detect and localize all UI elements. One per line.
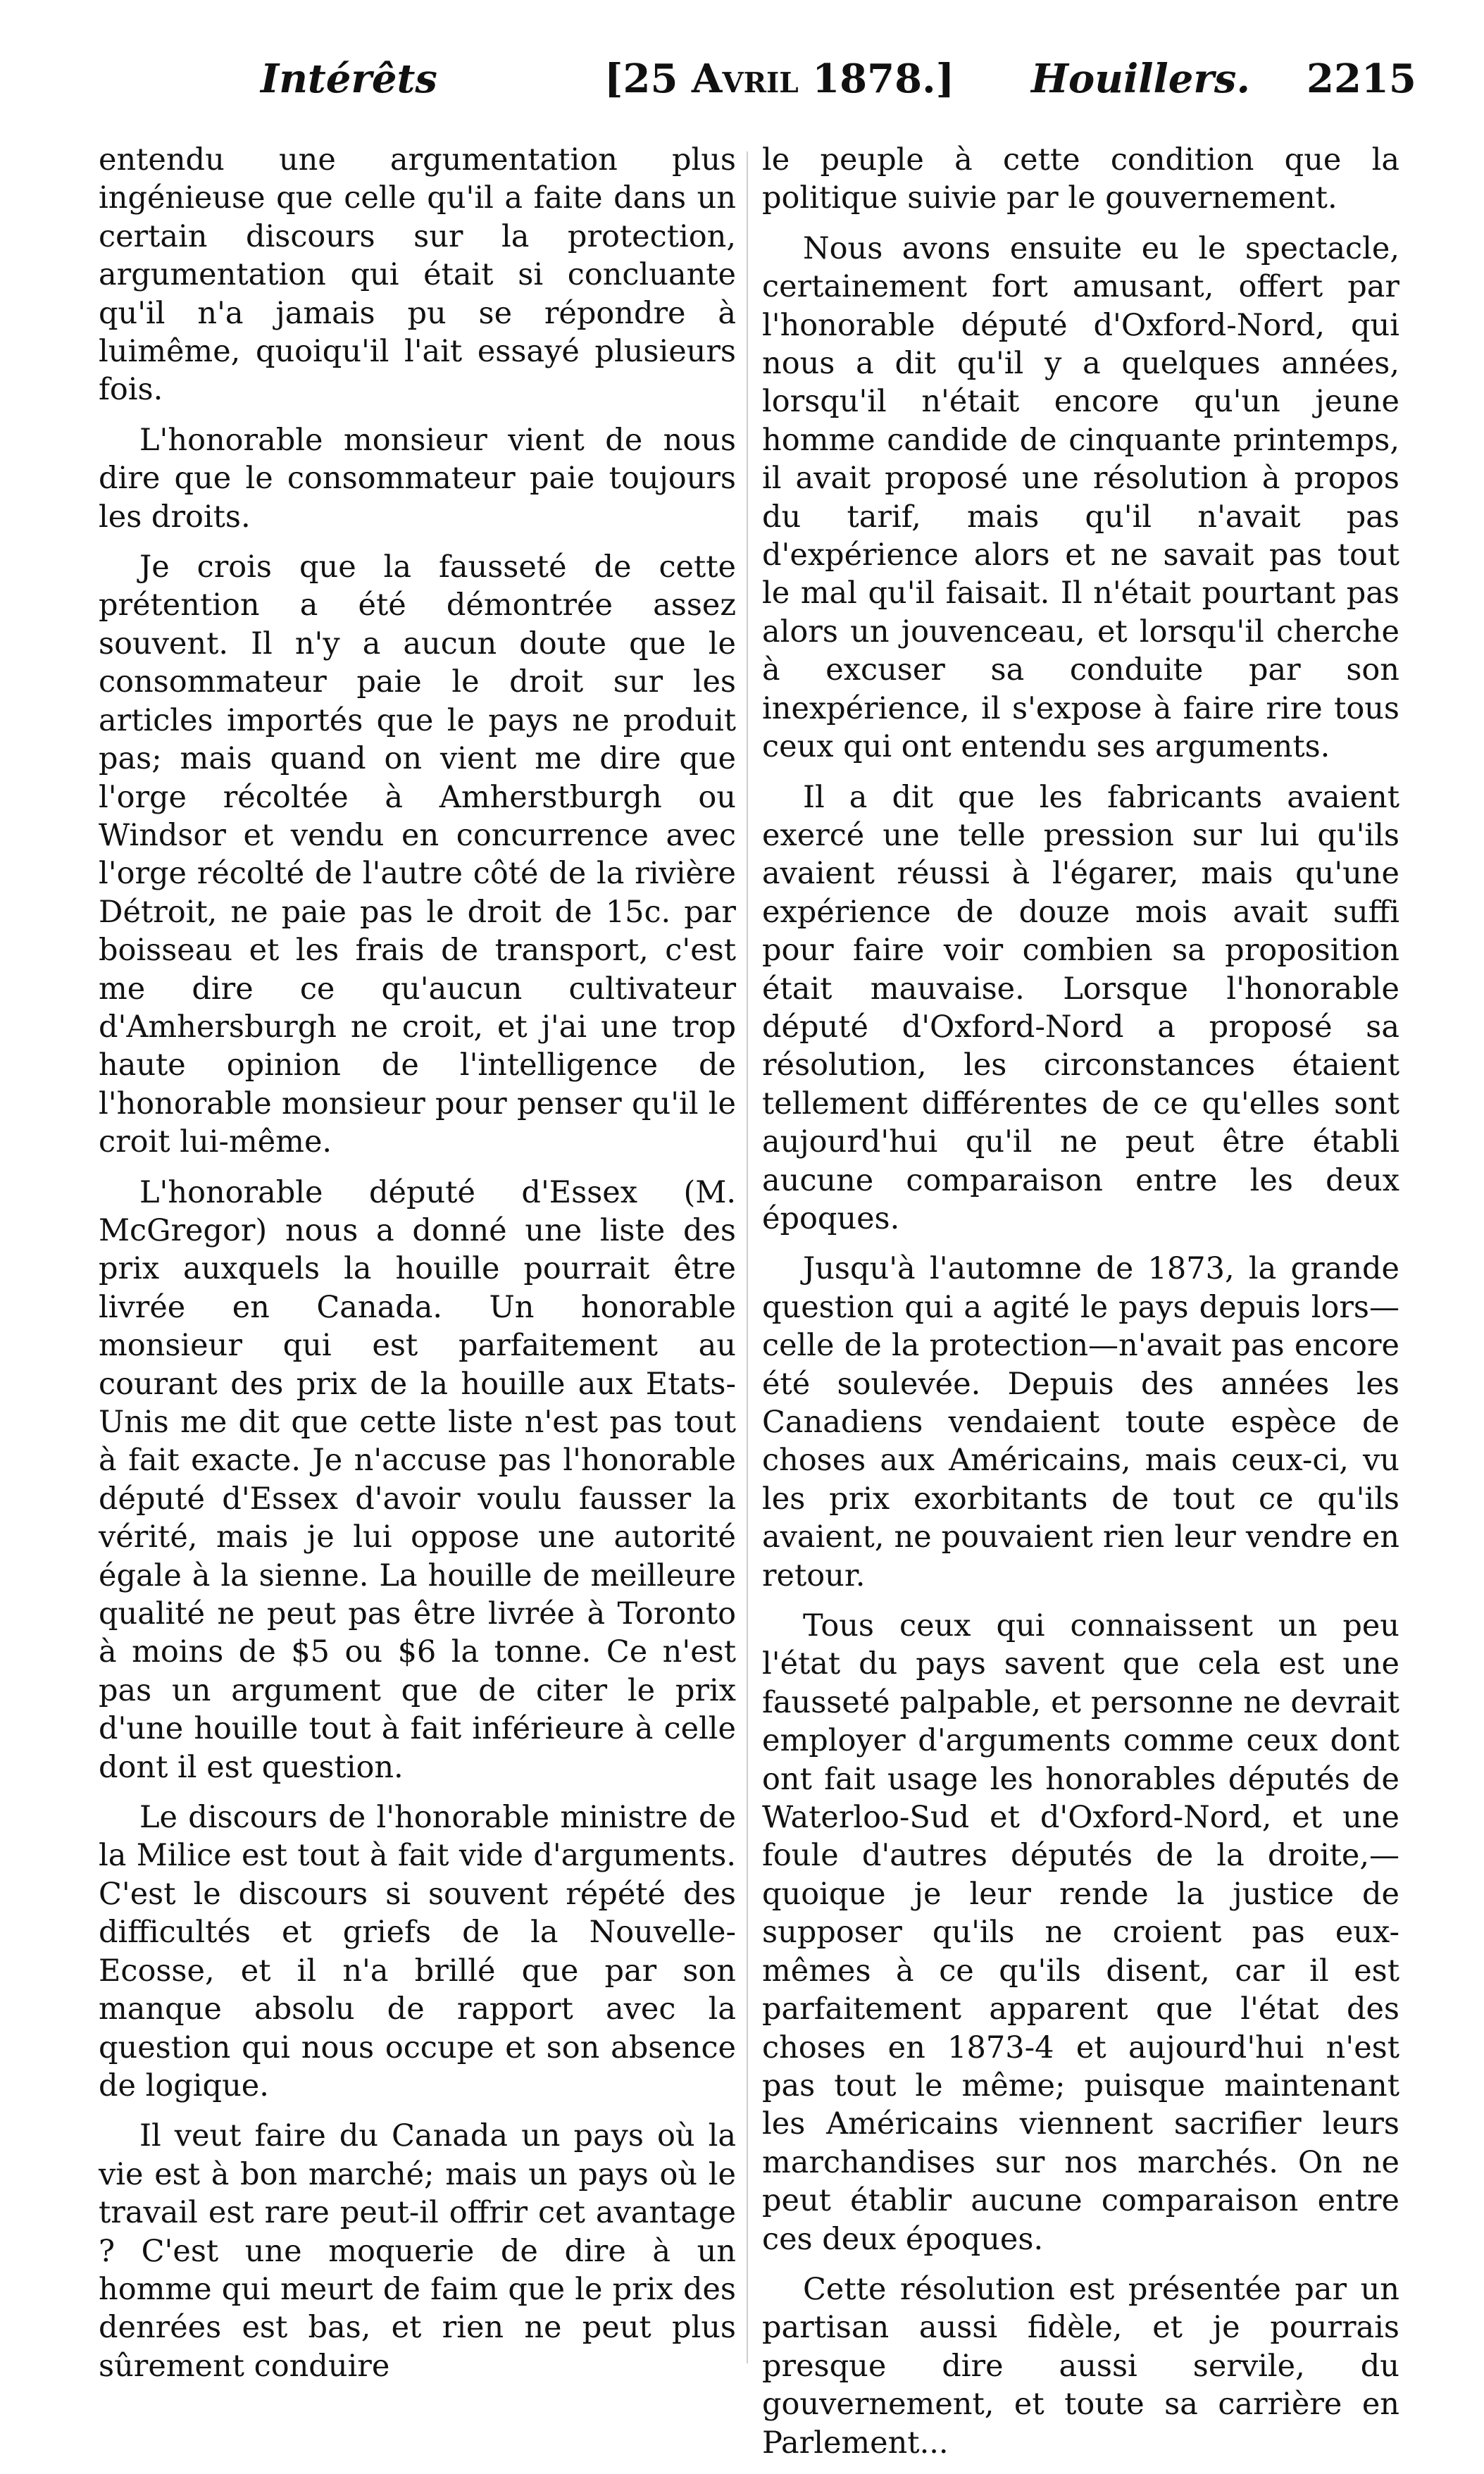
header-date	[604, 58, 954, 100]
running-header	[0, 0, 1484, 141]
column-divider	[747, 151, 748, 2363]
paragraph: Je crois que la fausseté de cette prétention a été démontrée assez souvent. Il n'y a aucun doute que le consommateur paie le droit sur les articles importés que le pays ne produit pas; mais quand on vient me dire que l'orge récoltée à Amherstburgh ou Windsor et vendu en concurrence avec l'orge récolté de l'autre côté de la rivière Détroit, ne paie pas le droit de 15c. par boisseau et les frais de transport, c'est me dire ce qu'aucun cultivateur d'Amhersburgh ne croit, et j'ai une trop haute opinion de l'intelligence de l'honorable monsieur pour penser qu'il le croit lui-même.	[99, 549, 736, 1160]
header-date-month: Avril	[691, 56, 799, 102]
header-date-year: 1878.]	[798, 56, 955, 102]
paragraph: Tous ceux qui connaissent un peu l'état du pays savent que cela est une fausseté palpable, et personne ne devrait employer d'arguments comme ceux dont ont fait usage les honorables députés de Waterloo-Sud et d'Oxford-Nord, et une foule d'autres députés de la droite,—quoique je leur rende la justice de supposer qu'ils ne croient pas eux-mêmes à ce qu'ils disent, car il est parfaitement apparent que l'état des choses en 1873-4 et aujourd'hui n'est pas tout le même; puisque maintenant les Américains viennent sacrifier leurs marchandises sur nos marchés. On ne peut établir aucune comparaison entre ces deux époques.	[762, 1608, 1399, 2257]
page-number: 2215	[1307, 56, 1416, 102]
header-section-right: Houillers.	[1031, 56, 1250, 102]
header-section-left: Intérêts	[261, 56, 437, 102]
paragraph: Nous avons ensuite eu le spectacle, certainement fort amusant, offert par l'honorable député d'Oxford-Nord, qui nous a dit qu'il y a quelques années, lorsqu'il n'était encore qu'un jeune homme candide de cinquante printemps, il avait proposé une résolution à propos du tarif, mais qu'il n'avait pas d'expérience alors et ne savait pas tout le mal qu'il faisait. Il n'était pourtant pas alors un jouvenceau, et lorsqu'il cherche à excuser sa conduite par son inexpérience, il s'expose à faire rire tous ceux qui ont entendu ses arguments.	[762, 230, 1399, 765]
paragraph: le peuple à cette condition que la politique suivie par le gouvernement.	[762, 142, 1399, 216]
left-column	[99, 141, 736, 2397]
paragraph: Le discours de l'honorable ministre de la Milice est tout à fait vide d'arguments. C'est le discours si souvent répété des difficultés et griefs de la Nouvelle-Ecosse, et il n'a brillé que par son manque absolu de rapport avec la question qui nous occupe et son absence de logique.	[99, 1800, 736, 2103]
paragraph: Jusqu'à l'automne de 1873, la grande question qui a agité le pays depuis lors—celle de la protection—n'avait pas encore été soulevée. Depuis des années les Canadiens vendaient toute espèce de choses aux Américains, mais ceux-ci, vu les prix exorbitants de tout ce qu'ils avaient, ne pouvaient rien leur vendre en retour.	[762, 1251, 1399, 1593]
paragraph: Il a dit que les fabricants avaient exercé une telle pression sur lui qu'ils avaient réussi à l'égarer, mais qu'une expérience de douze mois avait suffi pour faire voir combien sa proposition était mauvaise. Lorsque l'honorable député d'Oxford-Nord a proposé sa résolution, les circonstances étaient tellement différentes de ce qu'elles sont aujourd'hui qu'il ne peut être établi aucune comparaison entre les deux époques.	[762, 779, 1399, 1236]
header-date-open: [25	[604, 56, 692, 102]
right-column	[762, 141, 1399, 2474]
paragraph: L'honorable monsieur vient de nous dire que le consommateur paie toujours les droits.	[99, 422, 736, 535]
paragraph: L'honorable député d'Essex (M. McGregor) nous a donné une liste des prix auxquels la houille pourrait être livrée en Canada. Un honorable monsieur qui est parfaitement au courant des prix de la houille aux Etats-Unis me dit que cette liste n'est pas tout à fait exacte. Je n'accuse pas l'honorable député d'Essex d'avoir voulu fausser la vérité, mais je lui oppose une autorité égale à la sienne. La houille de meilleure qualité ne peut pas être livrée à Toronto à moins de $5 ou $6 la tonne. Ce n'est pas un argument que de citer le prix d'une houille tout à fait inférieure à celle dont il est question.	[99, 1174, 736, 1785]
paragraph: Cette résolution est présentée par un partisan aussi fidèle, et je pourrais presque dire aussi servile, du gouvernement, et toute sa carrière en Parlement...	[762, 2271, 1399, 2461]
paragraph: entendu une argumentation plus ingénieuse que celle qu'il a faite dans un certain discours sur la protection, argumentation qui était si concluante qu'il n'a jamais pu se répondre à luimême, quoiqu'il l'ait essayé plusieurs fois.	[99, 142, 736, 408]
paragraph: Il veut faire du Canada un pays où la vie est à bon marché; mais un pays où le travail est rare peut-il offrir cet avantage ? C'est une moquerie de dire à un homme qui meurt de faim que le prix des denrées est bas, et rien ne peut plus sûrement conduire	[99, 2118, 736, 2384]
